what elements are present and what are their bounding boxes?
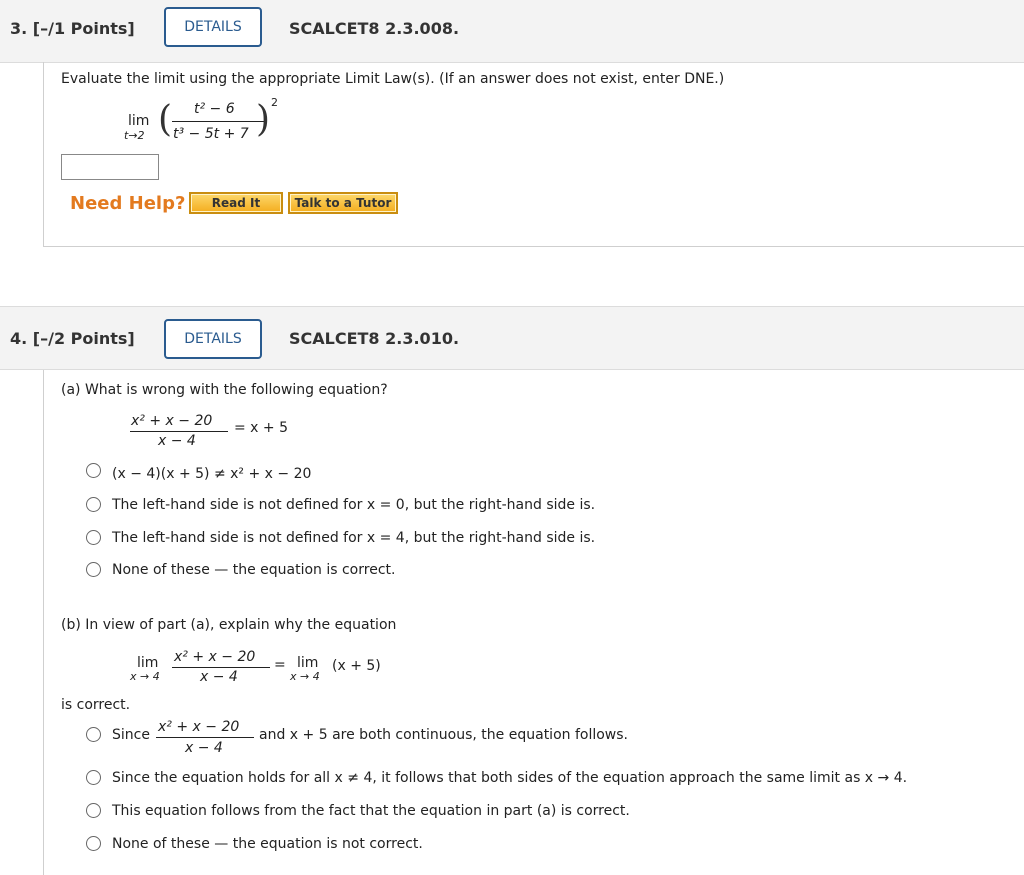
option-a1-radio[interactable] (86, 463, 101, 478)
talk-to-tutor-button[interactable]: Talk to a Tutor (288, 192, 398, 214)
question-code: SCALCET8 2.3.010. (289, 329, 460, 348)
eq-b-lim: lim (137, 655, 159, 671)
eq-b-subscript2: x → 4 (290, 670, 320, 683)
part-b-prompt: (b) In view of part (a), explain why the equation (61, 617, 397, 633)
answer-input[interactable] (61, 154, 159, 180)
limit-numerator: t² − 6 (194, 101, 235, 117)
question-4-header (0, 306, 1024, 370)
option-b1-since[interactable]: Since (112, 727, 150, 743)
option-b1-numerator: x² + x − 20 (158, 719, 240, 735)
left-paren: ( (158, 99, 173, 140)
details-button[interactable]: DETAILS (164, 319, 262, 359)
option-a3-label[interactable]: The left-hand side is not defined for x = 4, but the right-hand side is. (112, 530, 596, 546)
question-3-prompt: Evaluate the limit using the appropriate Limit Law(s). (If an answer does not exist, enter DNE.) (61, 71, 725, 87)
part-a-prompt: (a) What is wrong with the following equation? (61, 382, 388, 398)
fraction-bar (156, 737, 254, 738)
eq-b-numerator: x² + x − 20 (174, 649, 256, 665)
question-code: SCALCET8 2.3.008. (289, 19, 460, 38)
eq-b-subscript: x → 4 (130, 670, 160, 683)
is-correct-label: is correct. (61, 697, 131, 713)
eq-b-lim2: lim (297, 655, 319, 671)
option-a2-label[interactable]: The left-hand side is not defined for x = 0, but the right-hand side is. (112, 497, 596, 513)
eq-b-rhs: (x + 5) (332, 658, 381, 674)
option-b3-radio[interactable] (86, 803, 101, 818)
option-a4-label[interactable]: None of these — the equation is correct. (112, 562, 396, 578)
fraction-bar (130, 431, 228, 432)
eq-b-equals: = (274, 657, 286, 673)
limit-subscript: t→2 (124, 129, 145, 142)
eq-a-rhs: = x + 5 (234, 420, 289, 436)
option-a1-label[interactable]: (x − 4)(x + 5) ≠ x² + x − 20 (112, 466, 312, 482)
eq-b-denominator: x − 4 (200, 669, 238, 685)
question-4-title: 4. [–/2 Points] (10, 329, 135, 348)
need-help-label: Need Help? (70, 193, 186, 214)
right-paren: ) (256, 99, 271, 140)
eq-a-numerator: x² + x − 20 (131, 413, 213, 429)
read-it-button[interactable]: Read It (189, 192, 283, 214)
details-button[interactable]: DETAILS (164, 7, 262, 47)
option-b2-radio[interactable] (86, 770, 101, 785)
question-3-body (43, 62, 1024, 247)
eq-a-denominator: x − 4 (158, 433, 196, 449)
option-b3-label[interactable]: This equation follows from the fact that the equation in part (a) is correct. (112, 803, 630, 819)
option-b2-label[interactable]: Since the equation holds for all x ≠ 4, it follows that both sides of the equation approach the same limit as x → 4. (112, 770, 908, 786)
option-b1-radio[interactable] (86, 727, 101, 742)
option-a4-radio[interactable] (86, 562, 101, 577)
limit-exponent: 2 (271, 96, 278, 109)
option-b4-label[interactable]: None of these — the equation is not correct. (112, 836, 423, 852)
question-4-body (43, 370, 44, 875)
question-3-title: 3. [–/1 Points] (10, 19, 135, 38)
option-b4-radio[interactable] (86, 836, 101, 851)
option-a3-radio[interactable] (86, 530, 101, 545)
limit-word: lim (128, 113, 150, 129)
question-3-header (0, 0, 1024, 63)
fraction-bar (172, 121, 264, 122)
limit-denominator: t³ − 5t + 7 (173, 126, 249, 142)
option-b1-rest[interactable]: and x + 5 are both continuous, the equation follows. (259, 727, 628, 743)
option-a2-radio[interactable] (86, 497, 101, 512)
fraction-bar (172, 667, 270, 668)
option-b1-denominator: x − 4 (185, 740, 223, 756)
